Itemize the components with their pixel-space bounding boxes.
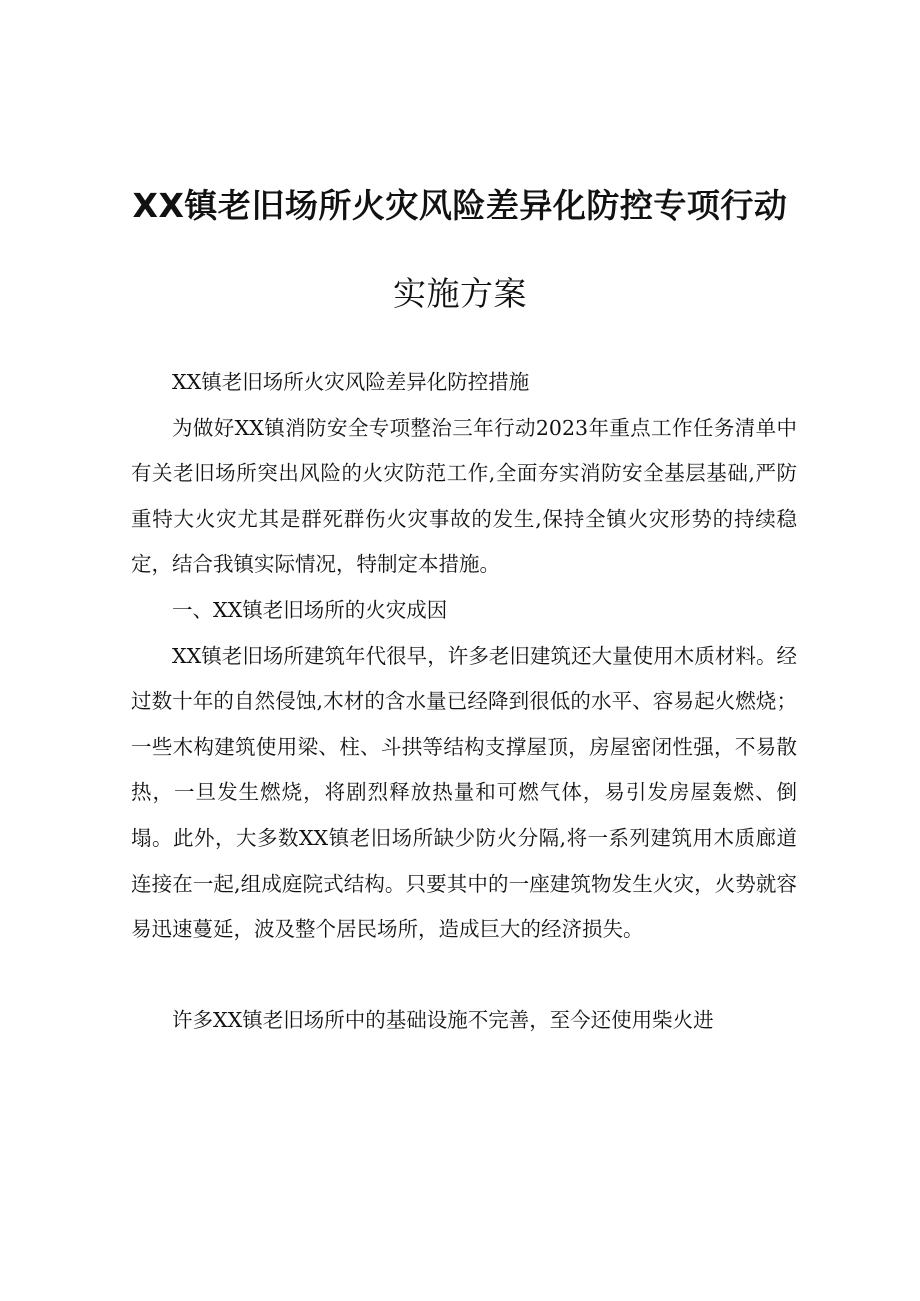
- document-title-line-2: 实施方案: [393, 274, 527, 313]
- section-heading-1: 一、XX镇老旧场所的火灾成因: [172, 597, 448, 622]
- paragraph-intro: 为做好XX镇消防安全专项整治三年行动2023年重点工作任务清单中有关老旧场所突出风险的火灾防范工作,全面夯实消防安全基层基础,严防重特大火灾尤其是群死群伤火灾事故的发生,保持全镇火灾形势的持续稳定，结合我镇实际情况，特制定本措施。: [131, 415, 797, 577]
- paragraph-fire-causes: XX镇老旧场所建筑年代很早，许多老旧建筑还大量使用木质材料。经过数十年的自然侵蚀,木材的含水量已经降到很低的水平、容易起火燃烧；一些木构建筑使用梁、柱、斗拱等结构支撑屋顶，房屋密闭性强，不易散热，一旦发生燃烧，将剧烈释放热量和可燃气体，易引发房屋轰燃、倒塌。此外，大多数XX镇老旧场所缺少防火分隔,将一系列建筑用木质廊道连接在一起,组成庭院式结构。只要其中的一座建筑物发生火灾，火势就容易迅速蔓延，波及整个居民场所，造成巨大的经济损失。: [131, 643, 797, 942]
- paragraph-infrastructure: 许多XX镇老旧场所中的基础设施不完善，至今还使用柴火进: [172, 1008, 714, 1033]
- paragraph-subtitle: XX镇老旧场所火灾风险差异化防控措施: [172, 370, 530, 394]
- document-body: [131, 360, 797, 1044]
- document-title-line-1: XX镇老旧场所火灾风险差异化防控专项行动: [132, 186, 788, 225]
